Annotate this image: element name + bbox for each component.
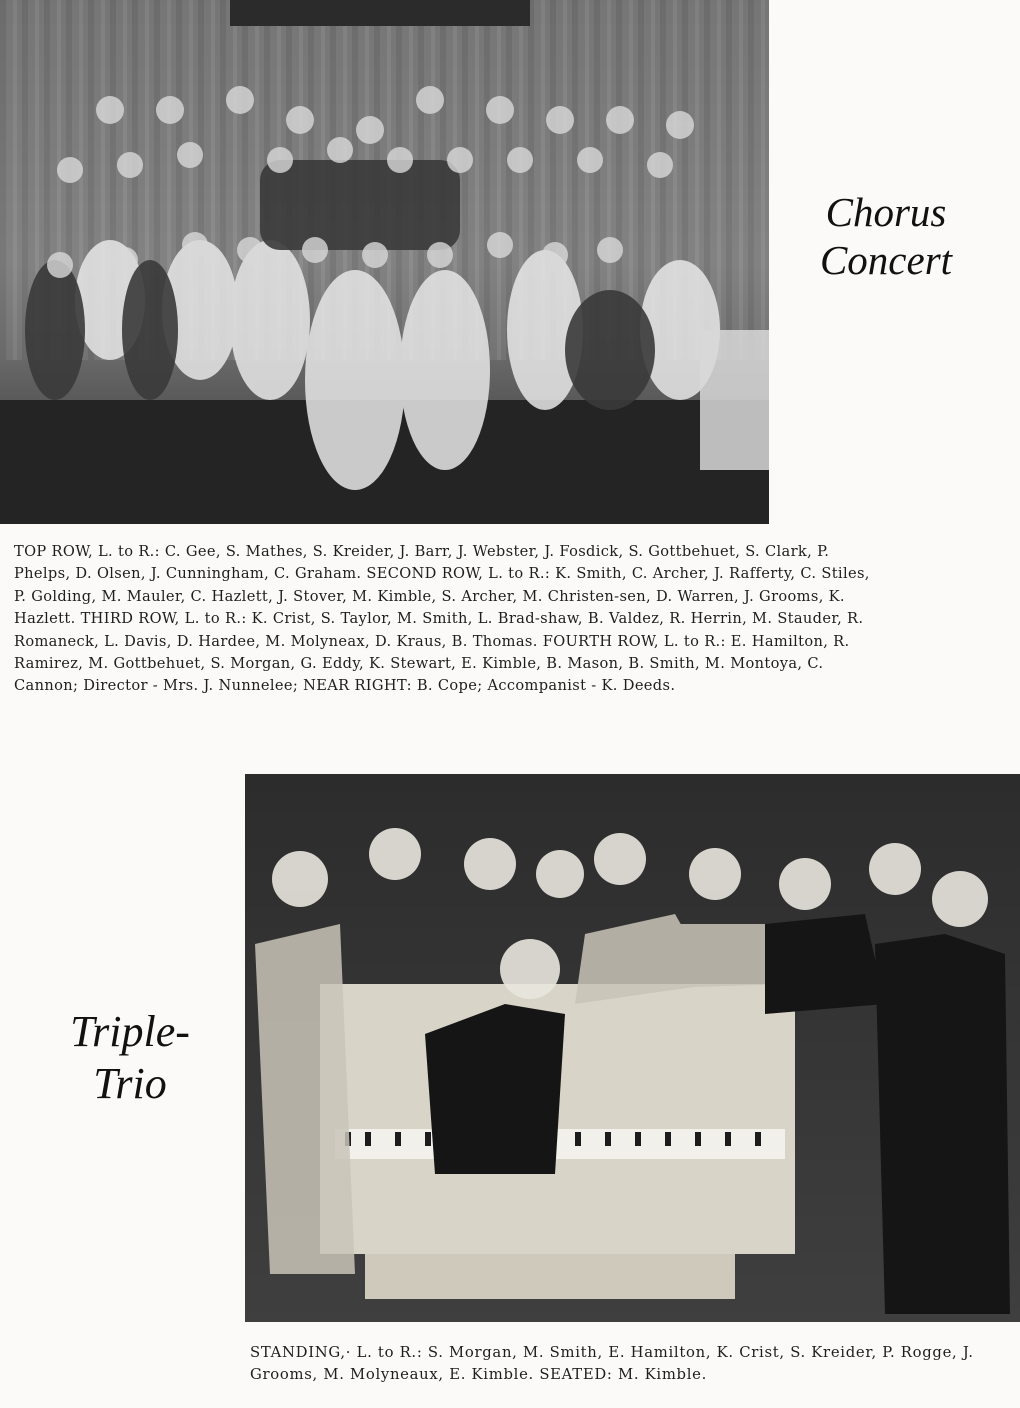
chorus-caption-text: TOP ROW, L. to R.: C. Gee, S. Mathes, S. Kreider, J. Barr, J. Webster, J. Fosdick, S. Gottbehuet, S. Clark, P. Phelps, D. Olsen, J. Cunningham, C. Graham. SECOND ROW, L. to R.: K. Smith, C. Archer, J. Rafferty, C. Stiles, P. Golding, M. Mauler, C. Hazlett, J. Stover, M. Kimble, S. Archer, M. Christen-sen, D. Warren, J. Grooms, K. Hazlett. THIRD ROW, L. to R.: K. Crist, S. Taylor, M. Smith, L. Brad-shaw, B. Valdez, R. Herrin, M. Stauder, R. Romaneck, L. Davis, D. Hardee, M. Molyneax, D. Kraus, B. Thomas. FOURTH ROW, L. to R.: E. Hamilton, R. Ramirez, M. Gottbehuet, S. Morgan, G. Eddy, K. Stewart, E. Kimble, B. Mason, B. Smith, M. Montoya, C. Cannon; Director - Mrs. J. Nunnelee; NEAR RIGHT: B. Cope; Accompanist - K. Deeds. bbox=[14, 543, 870, 695]
trio-caption-text: STANDING,· L. to R.: S. Morgan, M. Smith, E. Hamilton, K. Crist, S. Kreider, P. Rogge, J. Grooms, M. Molyneaux, E. Kimble. SEATED: M. Kimble. bbox=[250, 1344, 974, 1384]
triple-trio-heading bbox=[60, 1006, 200, 1110]
trio-heading-line1: Triple- bbox=[70, 1007, 190, 1056]
chorus-concert-heading bbox=[806, 188, 966, 285]
chorus-photo bbox=[0, 0, 769, 524]
trio-heading-line2: Trio bbox=[93, 1058, 167, 1108]
chorus-caption bbox=[14, 541, 884, 698]
triple-trio-photo bbox=[245, 774, 1020, 1322]
chorus-heading-line2: Concert bbox=[819, 237, 953, 284]
triple-trio-caption bbox=[250, 1342, 1010, 1387]
chorus-heading-line1: Chorus bbox=[825, 189, 947, 235]
